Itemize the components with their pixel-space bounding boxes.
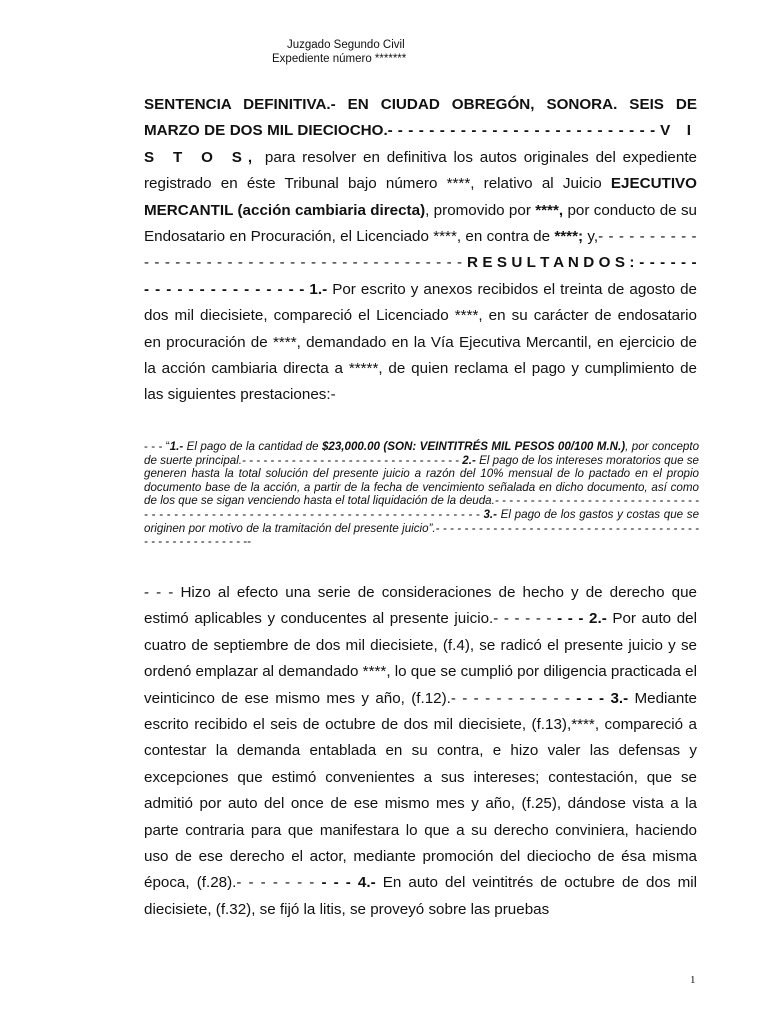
dash-fill: - - - bbox=[557, 610, 584, 628]
quote-item-1-text: El pago de la cantidad de bbox=[183, 440, 322, 453]
paragraph-hizo: - - - Hizo al efecto una serie de consideraciones de hecho y de derecho que estimó aplicables y conducentes al presente juicio.- - - - - - bbox=[144, 584, 697, 628]
dash-fill: - - - - - - - - - - - - - - - - - - - - - - - - - - - - - - - - - - - - - - - - - bbox=[144, 228, 698, 272]
paragraph-number-1: - 1.- bbox=[299, 280, 328, 298]
paragraph-number-4: 4.- bbox=[350, 874, 376, 892]
quoted-prestaciones bbox=[144, 440, 699, 549]
juicio-type: EJECUTIVO MERCANTIL (acción cambiaria directa) bbox=[144, 175, 697, 219]
paragraph-1: Por escrito y anexos recibidos el treinta de agosto de dos mil diecisiete, compareció el Licenciado ****, en su carácter de endosatario en procuración de ****, demandado en la Vía Ejecutiva Mercantil, en ejercicio de la acción cambiaria directa a *****, de quien reclama el pago y cumplimiento de las siguientes prestaciones:- bbox=[144, 280, 697, 404]
vistos-text-4: y, bbox=[583, 228, 599, 246]
demandado: ****; bbox=[554, 228, 584, 246]
quote-item-2-text: El pago de los intereses moratorios que se generen hasta la total solución del presente juicio a razón del 10% mensual de lo pactado en el propio documento base de la acción, a partir de la fecha de vencimiento señalada en dicho documento, así como de los que se sigan venciendo hasta el total liquidación de la deuda.- - - - - - - - - - - - - - - - - - - - - - - - - - - - - - - - - - - - - - - - - - - - - - - - - - - - - - - - - - - - - - - - - - - - - - - - - - bbox=[144, 453, 700, 521]
dash-fill: - - - bbox=[576, 689, 605, 707]
quote-item-3-text: El pago de los gastos y costas que se originen por motivo de la tramitación del presente juicio”.- - - - - - - - - - - - - - - - - - - - - - - - - - - - - - - - - - - - - - - - - - - - - - - - - - - -- bbox=[144, 507, 700, 549]
dash-fill: - - - - - - - - - - - - - - - - - - - - bbox=[144, 254, 697, 298]
paragraph-4: En auto del veintitrés de octubre de dos mil diecisiete, (f.32), se fijó la litis, se proveyó sobre las pruebas bbox=[144, 874, 697, 918]
vistos-text-2: , promovido por bbox=[425, 201, 536, 219]
paragraph-number-2: 2.- bbox=[583, 610, 607, 628]
vistos-text: para resolver en definitiva los autos originales del expediente registrado en éste Tribunal bajo número ****, relativo al Juicio bbox=[144, 148, 697, 193]
paragraph-3: Mediante escrito recibido el seis de octubre de dos mil diecisiete, (f.13),****, compareció a contestar la demanda entablada en su contra, e hizo valer las defensas y excepciones que estimó convenientes a sus intereses; contestación, que se admitió por auto del once de ese mismo mes y año, (f.25), dándose vista a la parte contraria para que manifestara lo que a su derecho conviniera, haciendo uso de ese derecho el actor, mediante promoción del dieciocho de ésa misma época, (f.28).- - - - - - - bbox=[144, 689, 697, 892]
vistos-heading: V I S T O S, bbox=[144, 122, 697, 166]
quote-item-1-rest: , por concepto de suerte principal.- - - - - - - - - - - - - - - - - - - - - - - - - - - - - - - bbox=[144, 440, 700, 467]
court-name: Juzgado Segundo Civil bbox=[287, 39, 405, 51]
promovente: ****, bbox=[535, 201, 564, 219]
quote-amount: $23,000.00 (SON: VEINTITRÉS MIL PESOS 00/100 M.N.) bbox=[321, 440, 626, 453]
sentence-body-part1 bbox=[144, 92, 697, 409]
page-number: 1 bbox=[690, 974, 696, 986]
sentence-body-part2 bbox=[144, 580, 697, 923]
quote-item-3-number: 3.- bbox=[483, 507, 497, 521]
dash-fill: - - - bbox=[321, 874, 351, 892]
resultandos-heading: R E S U L T A N D O S : bbox=[466, 254, 635, 272]
expediente-number: Expediente número ******* bbox=[272, 53, 407, 65]
dash-fill: - - - - - - - - - - - - - - - - - - - - - - - - - bbox=[392, 122, 656, 140]
quote-item-2-number: 2.- bbox=[462, 453, 476, 467]
paragraph-number-3: 3.- bbox=[604, 689, 629, 707]
quote-lead: - - - “ bbox=[144, 440, 170, 453]
quote-item-1-number: 1.- bbox=[169, 440, 184, 453]
sentence-title: SENTENCIA DEFINITIVA.- EN CIUDAD OBREGÓN, SONORA. SEIS DE MARZO DE DOS MIL DIECIOCHO.- bbox=[144, 96, 697, 140]
paragraph-2: Por auto del cuatro de septiembre de dos mil diecisiete, (f.4), se radicó el presente juicio y se ordenó emplazar al demandado ****, lo que se cumplió por diligencia practicada el veinticinco de ese mismo mes y año, (f.12).- - - - - - - - - - - bbox=[144, 610, 697, 707]
vistos-text-3: por conducto de su Endosatario en Procuración, el Licenciado ****, en contra de bbox=[144, 201, 697, 246]
